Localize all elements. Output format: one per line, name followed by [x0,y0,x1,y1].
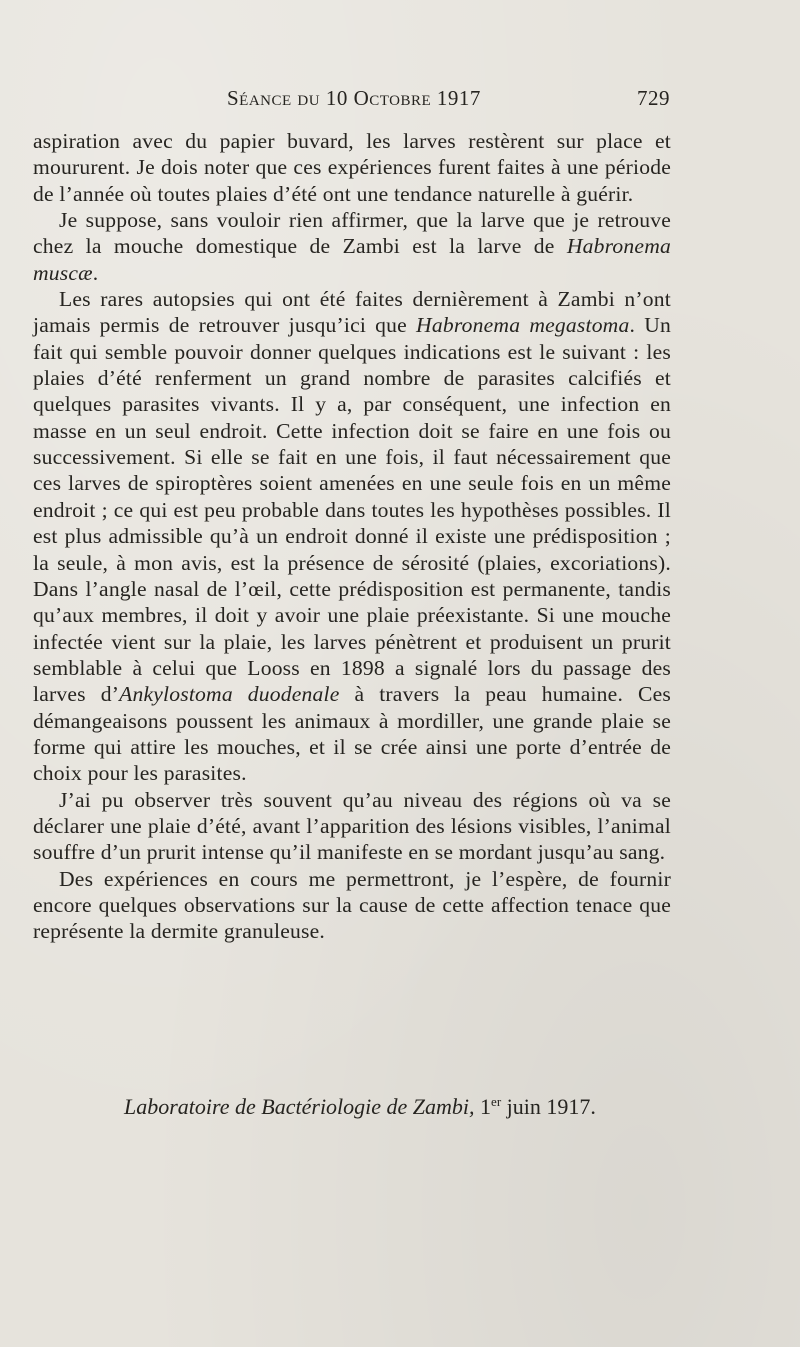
paragraph-text: Je suppose, sans vouloir rien affirmer, que la larve que je retrouve chez la mouche domestique de Zambi est la larve de [33,208,671,259]
paragraph-text: J’ai pu observer très souvent qu’au niveau des régions où va se déclarer une plaie d’été, avant l’apparition des lésions visibles, l’animal souffre d’un prurit intense qu’il manifeste en se mordant jusqu’au sang. [33,787,671,865]
signature-comma: , [469,1094,475,1119]
paragraph-continuation [33,128,671,207]
signature-line [124,1088,684,1121]
paragraph-observation [33,787,671,866]
running-title: Séance du 10 Octobre 1917 [227,86,481,110]
signature-day: 1 [480,1094,492,1119]
signature-day-suffix: er [491,1094,502,1109]
page-number: 729 [637,86,670,110]
signature-date: juin 1917. [506,1094,596,1119]
species-name: Ankylostoma duodenale [119,682,340,707]
species-name: Habronema megastoma [416,313,630,338]
species-name: Habronema muscæ [33,234,671,285]
paragraph-text: . [92,260,99,285]
paragraph-text: . Un fait qui semble pouvoir donner quelques indications est le suivant : les plaies d’été renferment un grand nombre de parasites calcifiés et quelques parasites vivants. Il y a, par conséquent, une infection en masse en un seul endroit. Cette infection doit se faire en une fois ou successivement. Si elle se fait en une fois, il faut nécessairement que ces larves de spiroptères soient amenées en une seule fois en un même endroit ; ce qui est peu probable dans toutes les hypothèses possibles. Il est plus admissible qu’à un endroit donné il existe une prédisposition ; la seule, à mon avis, est la présence de sérosité (plaies, excoriations). Dans l’angle nasal de l’œil, cette prédisposition est permanente, tandis qu’aux membres, il doit y avoir une plaie préexistante. Si une mouche infectée vient sur la plaie, les larves pénètrent et produisent un prurit semblable à celui que Looss en 1898 a signalé lors du passage des larves d’ [33,313,671,707]
laboratory-name: Laboratoire de Bactériologie de Zambi [124,1094,470,1119]
paragraph-autopsies [33,286,671,787]
body-text [33,128,671,945]
paragraph-text: Des expériences en cours me permettront, je l’espère, de fournir encore quelques observations sur la cause de cette affection tenace que représente la dermite granuleuse. [33,866,671,944]
paragraph-conclusion [33,866,671,945]
paragraph-text: à travers la peau humaine. Ces démangeaisons poussent les animaux à mordiller, une grande plaie se forme qui attire les mouches, et il se crée ainsi une porte d’entrée de choix pour les parasites. [33,682,671,786]
paragraph-text: Les rares autopsies qui ont été faites dernièrement à Zambi n’ont jamais permis de retrouver jusqu’ici que [33,287,671,338]
paragraph-text: aspiration avec du papier buvard, les larves restèrent sur place et moururent. Je dois noter que ces expériences furent faites à une période de l’année où toutes plaies d’été ont une tendance naturelle à guérir. [33,129,671,206]
running-head [0,86,800,116]
paragraph-larva-hypothesis [33,207,671,286]
